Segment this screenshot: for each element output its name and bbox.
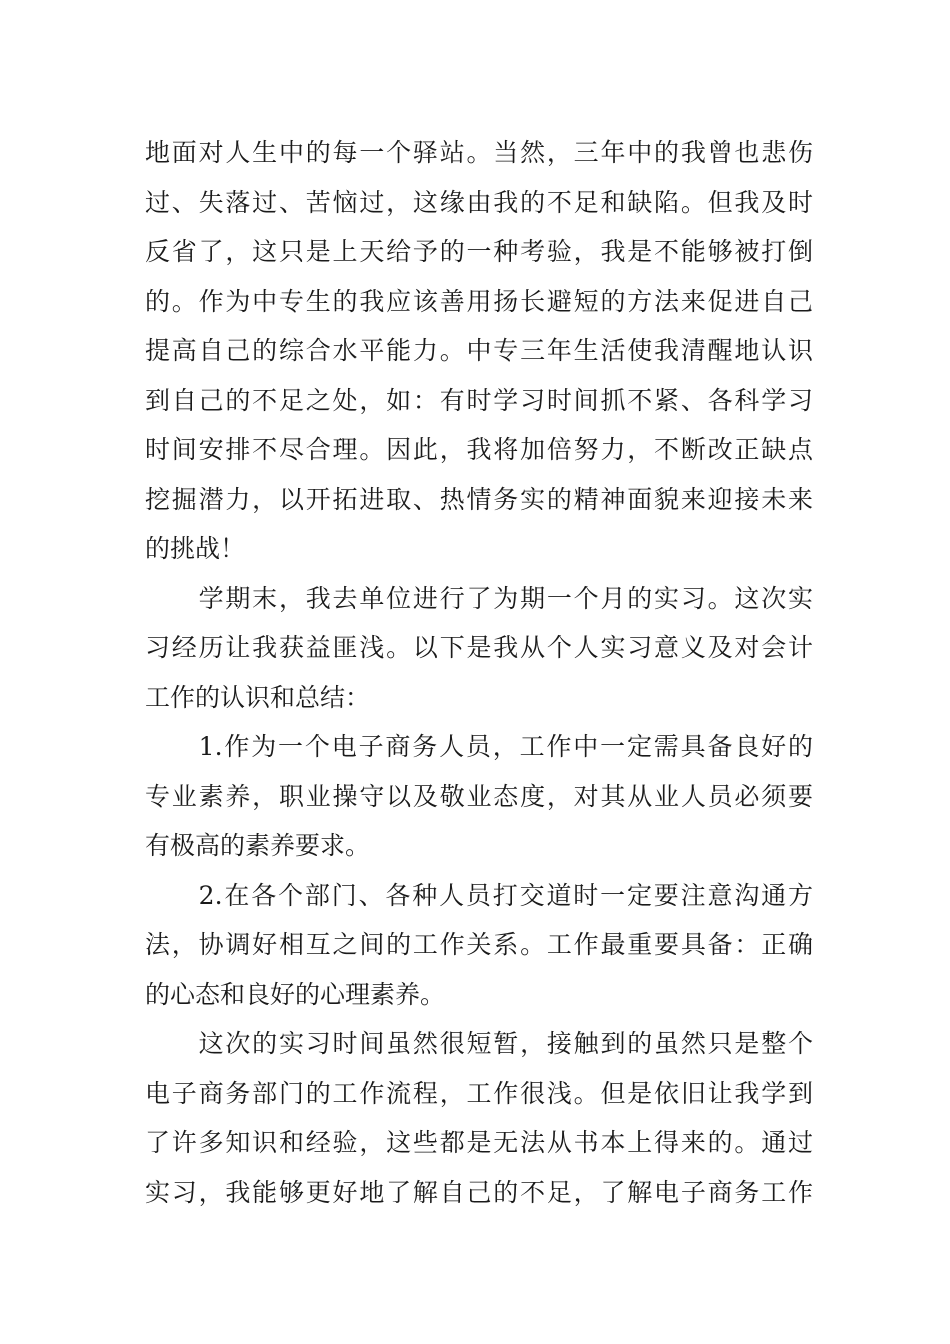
text-line: 地面对人生中的每一个驿站。当然，三年中的我曾也悲伤 xyxy=(145,138,813,167)
text-line: 时间安排不尽合理。因此，我将加倍努力，不断改正缺点 xyxy=(145,435,813,464)
text-line: 电子商务部门的工作流程，工作很浅。但是依旧让我学到 xyxy=(145,1078,813,1108)
text-line: 实习，我能够更好地了解自己的不足，了解电子商务工作 xyxy=(145,1177,813,1207)
text-line: 的挑战！ xyxy=(145,534,246,563)
text-line: 过、失落过、苦恼过，这缘由我的不足和缺陷。但我及时 xyxy=(145,187,813,217)
text-line: 这次的实习时间虽然很短暂，接触到的虽然只是整个 xyxy=(145,1029,813,1058)
text-line: 学期末，我去单位进行了为期一个月的实习。这次实 xyxy=(145,583,813,613)
text-line: 习经历让我获益匪浅。以下是我从个人实习意义及对会计 xyxy=(145,633,813,662)
text-line: 的心态和良好的心理素养。 xyxy=(145,979,446,1009)
document-body xyxy=(145,128,813,1217)
text-line: 的。作为中专生的我应该善用扬长避短的方法来促进自己 xyxy=(145,286,813,316)
text-line: 到自己的不足之处，如：有时学习时间抓不紧、各科学习 xyxy=(145,385,813,415)
text-line: 法，协调好相互之间的工作关系。工作最重要具备：正确 xyxy=(145,930,813,959)
text-line: 了许多知识和经验，这些都是无法从书本上得来的。通过 xyxy=(145,1128,813,1157)
text-line: 反省了，这只是上天给予的一种考验，我是不能够被打倒 xyxy=(145,237,813,266)
text-line: 工作的认识和总结： xyxy=(145,682,371,712)
text-line: 1.作为一个电子商务人员，工作中一定需具备良好的 xyxy=(145,732,813,761)
text-line: 提高自己的综合水平能力。中专三年生活使我清醒地认识 xyxy=(145,336,813,365)
text-line: 有极高的素养要求。 xyxy=(145,831,371,860)
text-line: 专业素养，职业操守以及敬业态度，对其从业人员必须要 xyxy=(145,781,813,811)
text-line: 挖掘潜力，以开拓进取、热情务实的精神面貌来迎接未来 xyxy=(145,484,813,514)
text-line: 2.在各个部门、各种人员打交道时一定要注意沟通方 xyxy=(145,880,813,910)
